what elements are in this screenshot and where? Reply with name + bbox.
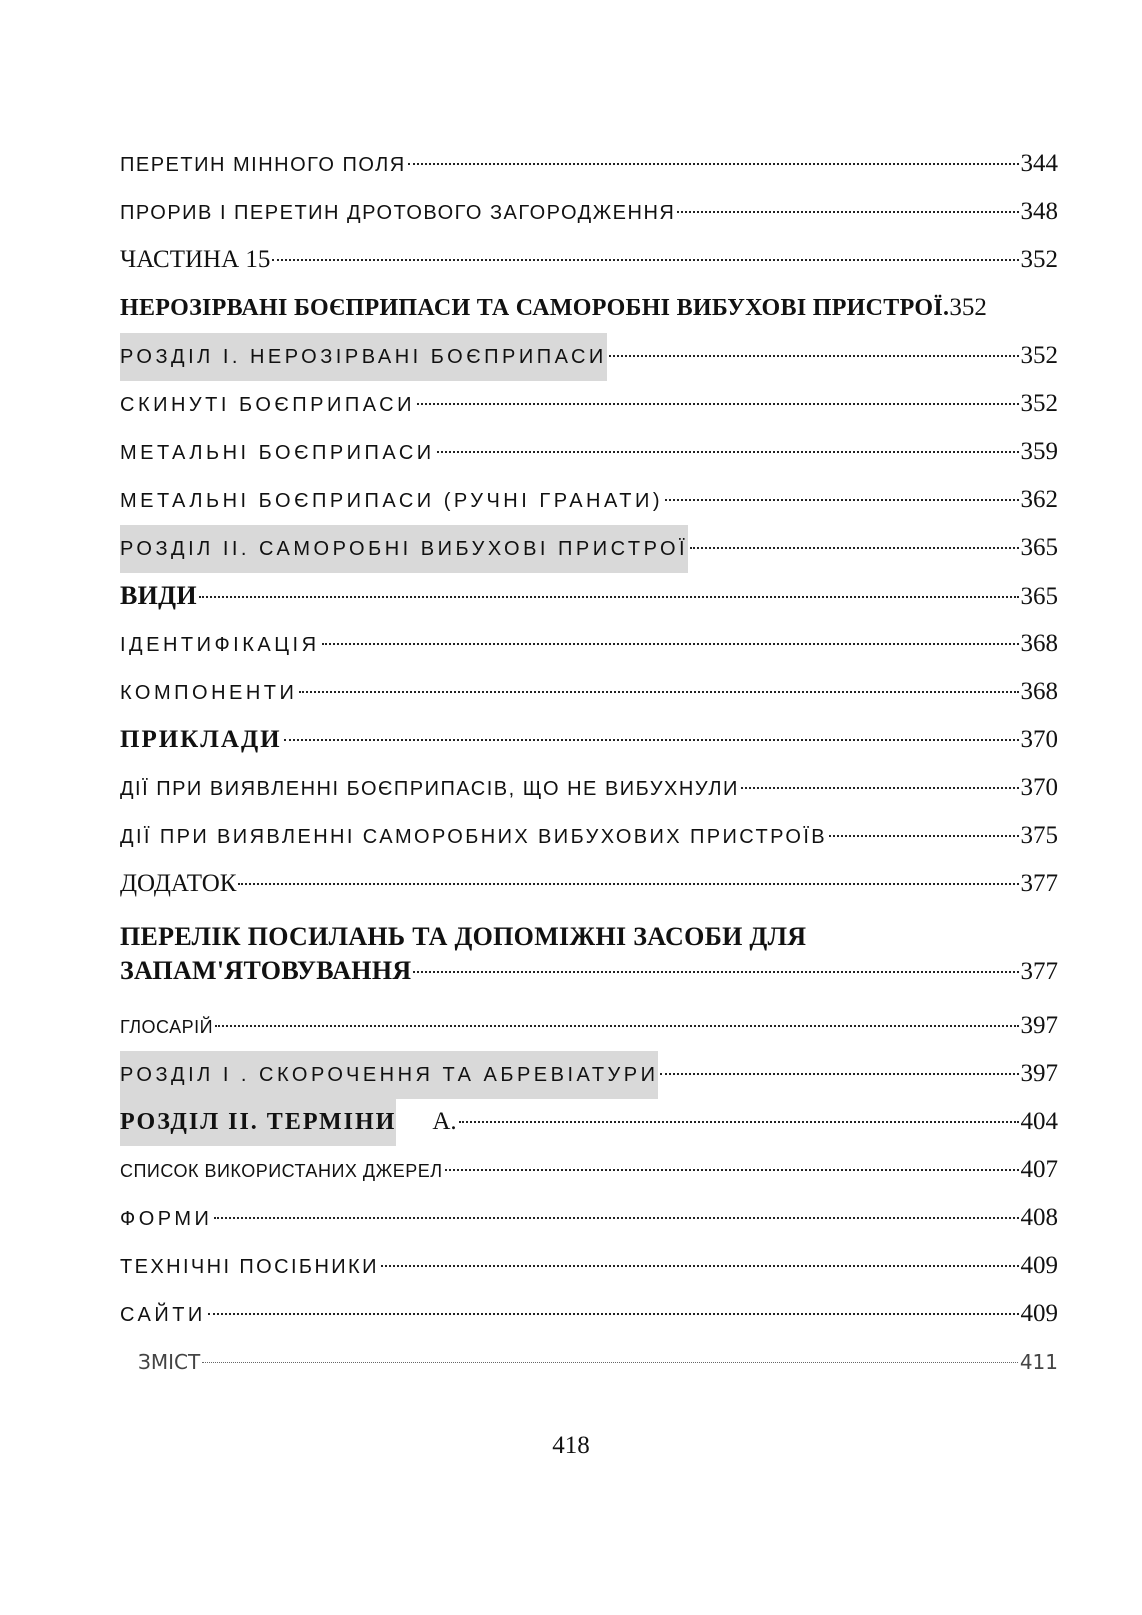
toc-entry-page: 348 bbox=[1020, 198, 1058, 225]
dot-leader bbox=[741, 787, 1019, 789]
toc-entry-page: 377 bbox=[1020, 958, 1058, 985]
toc-entry[interactable] bbox=[120, 1002, 1058, 1050]
toc-entry-page: 370 bbox=[1020, 726, 1058, 753]
toc-entry[interactable] bbox=[120, 1242, 1058, 1290]
dot-leader bbox=[829, 835, 1018, 837]
toc-entry[interactable] bbox=[120, 764, 1058, 812]
toc-entry[interactable] bbox=[120, 1338, 1058, 1386]
toc-entry-page: 344 bbox=[1020, 150, 1058, 177]
toc-entry-title: ЗАПАМ'ЯТОВУВАННЯ bbox=[120, 956, 412, 985]
dot-leader bbox=[660, 1073, 1018, 1075]
toc-entry-page: 409 bbox=[1020, 1252, 1058, 1279]
dot-leader bbox=[202, 1362, 1018, 1363]
dot-leader bbox=[208, 1313, 1019, 1315]
toc-entry-page: 365 bbox=[1020, 534, 1058, 561]
dot-leader bbox=[609, 355, 1019, 357]
dot-leader bbox=[199, 596, 1019, 598]
toc-entry-title: РОЗДІЛ І . СКОРОЧЕННЯ ТА АБРЕВІАТУРИ bbox=[120, 1051, 658, 1099]
toc-entry-page: 359 bbox=[1020, 438, 1058, 465]
toc-entry-title: ПРОРИВ І ПЕРЕТИН ДРОТОВОГО ЗАГОРОДЖЕННЯ bbox=[120, 202, 676, 224]
toc-entry-title: ЗМІСТ bbox=[138, 1350, 201, 1374]
toc-entry-title: РОЗДІЛ ІІ. ТЕРМІНИ bbox=[120, 1098, 396, 1146]
toc-entry-page: 368 bbox=[1020, 630, 1058, 657]
toc-entry-page: 408 bbox=[1020, 1204, 1058, 1231]
dot-leader bbox=[665, 499, 1018, 501]
toc-entry-page: 411 bbox=[1019, 1350, 1058, 1374]
toc-entry-title: ВИДИ bbox=[120, 581, 197, 610]
dot-leader bbox=[677, 211, 1018, 213]
toc-entry[interactable] bbox=[120, 620, 1058, 668]
toc-entry-page: 352 bbox=[1020, 246, 1058, 273]
toc-entry[interactable] bbox=[120, 524, 1058, 572]
toc-entry-page: 352 bbox=[1020, 342, 1058, 369]
toc-entry-line1[interactable] bbox=[120, 920, 1058, 954]
toc-entry[interactable] bbox=[120, 1290, 1058, 1338]
toc-entry-title: МЕТАЛЬНІ БОЄПРИПАСИ bbox=[120, 442, 435, 464]
dot-leader bbox=[214, 1217, 1018, 1219]
toc-entry-title: ІДЕНТИФІКАЦІЯ bbox=[120, 634, 320, 656]
toc-entry[interactable] bbox=[120, 284, 1058, 332]
dot-leader bbox=[381, 1265, 1019, 1267]
toc-entry[interactable] bbox=[120, 476, 1058, 524]
toc-entry-title: ЧАСТИНА 15 bbox=[120, 246, 271, 273]
toc-entry-title: ГЛОСАРІЙ bbox=[120, 1017, 214, 1037]
toc-entry[interactable] bbox=[120, 1050, 1058, 1098]
toc-entry[interactable] bbox=[120, 380, 1058, 428]
dot-leader bbox=[408, 163, 1019, 165]
toc-entry[interactable] bbox=[120, 140, 1058, 188]
toc-entry[interactable] bbox=[120, 1194, 1058, 1242]
toc-entry[interactable] bbox=[120, 428, 1058, 476]
dot-leader bbox=[272, 259, 1018, 261]
page-number: 418 bbox=[552, 1432, 590, 1459]
toc-entry-title: ДОДАТОК bbox=[120, 870, 237, 897]
dot-leader bbox=[690, 547, 1018, 549]
toc-entry[interactable] bbox=[120, 1146, 1058, 1194]
dot-leader bbox=[299, 691, 1018, 693]
toc-entry-page: 362 bbox=[1020, 486, 1058, 513]
dot-leader bbox=[437, 451, 1019, 453]
toc-entry-title: ПРИКЛАДИ bbox=[120, 726, 282, 753]
dot-leader bbox=[445, 1169, 1019, 1171]
dot-leader bbox=[238, 883, 1018, 885]
toc-entry-title: ПЕРЕЛІК ПОСИЛАНЬ ТА ДОПОМІЖНІ ЗАСОБИ ДЛЯ bbox=[120, 922, 807, 951]
toc-entry-page: 404 bbox=[1020, 1108, 1058, 1135]
toc-entry-page: 409 bbox=[1020, 1300, 1058, 1327]
toc-entry-title: НЕРОЗІРВАНІ БОЄПРИПАСИ ТА САМОРОБНІ ВИБУХОВІ ПРИСТРОЇ. bbox=[120, 295, 950, 321]
toc-entry-title: ДІЇ ПРИ ВИЯВЛЕННІ БОЄПРИПАСІВ, ЩО НЕ ВИБУХНУЛИ bbox=[120, 778, 739, 800]
toc-entry-page: 397 bbox=[1020, 1012, 1058, 1039]
toc-entry-title: ФОРМИ bbox=[120, 1208, 213, 1230]
toc-entry-page: 407 bbox=[1020, 1156, 1058, 1183]
toc-entry-title: ДІЇ ПРИ ВИЯВЛЕННІ САМОРОБНИХ ВИБУХОВИХ ПРИСТРОЇВ bbox=[120, 826, 828, 848]
toc-entry[interactable] bbox=[120, 236, 1058, 284]
dot-leader bbox=[284, 739, 1019, 741]
dot-leader bbox=[215, 1025, 1018, 1027]
toc-entry[interactable] bbox=[120, 668, 1058, 716]
toc-entry-page: 352 bbox=[1020, 390, 1058, 417]
toc-entry[interactable] bbox=[120, 1098, 1058, 1146]
table-of-contents bbox=[120, 140, 1058, 1386]
dot-leader bbox=[413, 971, 1018, 973]
toc-entry[interactable] bbox=[120, 812, 1058, 860]
toc-entry-page: 397 bbox=[1020, 1060, 1058, 1087]
toc-entry-title: СКИНУТІ БОЄПРИПАСИ bbox=[120, 394, 415, 416]
toc-entry-title: КОМПОНЕНТИ bbox=[120, 682, 298, 704]
toc-entry-page: 352 bbox=[949, 294, 987, 321]
toc-entry-title: ТЕХНІЧНІ ПОСІБНИКИ bbox=[120, 1256, 379, 1278]
toc-entry-extra: А. bbox=[432, 1108, 457, 1135]
toc-entry[interactable] bbox=[120, 572, 1058, 620]
dot-leader bbox=[417, 403, 1019, 405]
toc-entry-page: 365 bbox=[1020, 583, 1058, 610]
toc-entry-title: РОЗДІЛ І. НЕРОЗІРВАНІ БОЄПРИПАСИ bbox=[120, 333, 607, 381]
toc-entry-page: 377 bbox=[1020, 870, 1058, 897]
toc-entry-title: СПИСОК ВИКОРИСТАНИХ ДЖЕРЕЛ bbox=[120, 1161, 443, 1181]
toc-entry-page: 375 bbox=[1020, 822, 1058, 849]
toc-entry-page: 370 bbox=[1020, 774, 1058, 801]
toc-entry[interactable] bbox=[120, 332, 1058, 380]
toc-entry-title: САЙТИ bbox=[120, 1304, 206, 1326]
toc-entry-line2[interactable] bbox=[120, 954, 1058, 988]
dot-leader bbox=[459, 1121, 1019, 1123]
toc-entry-title: ПЕРЕТИН МІННОГО ПОЛЯ bbox=[120, 154, 406, 176]
toc-entry-title: РОЗДІЛ ІІ. САМОРОБНІ ВИБУХОВІ ПРИСТРОЇ bbox=[120, 525, 688, 573]
toc-entry[interactable] bbox=[120, 860, 1058, 908]
toc-entry[interactable] bbox=[120, 716, 1058, 764]
toc-entry-title: МЕТАЛЬНІ БОЄПРИПАСИ (РУЧНІ ГРАНАТИ) bbox=[120, 490, 664, 512]
dot-leader bbox=[322, 643, 1019, 645]
toc-entry[interactable] bbox=[120, 188, 1058, 236]
toc-entry-page: 368 bbox=[1020, 678, 1058, 705]
